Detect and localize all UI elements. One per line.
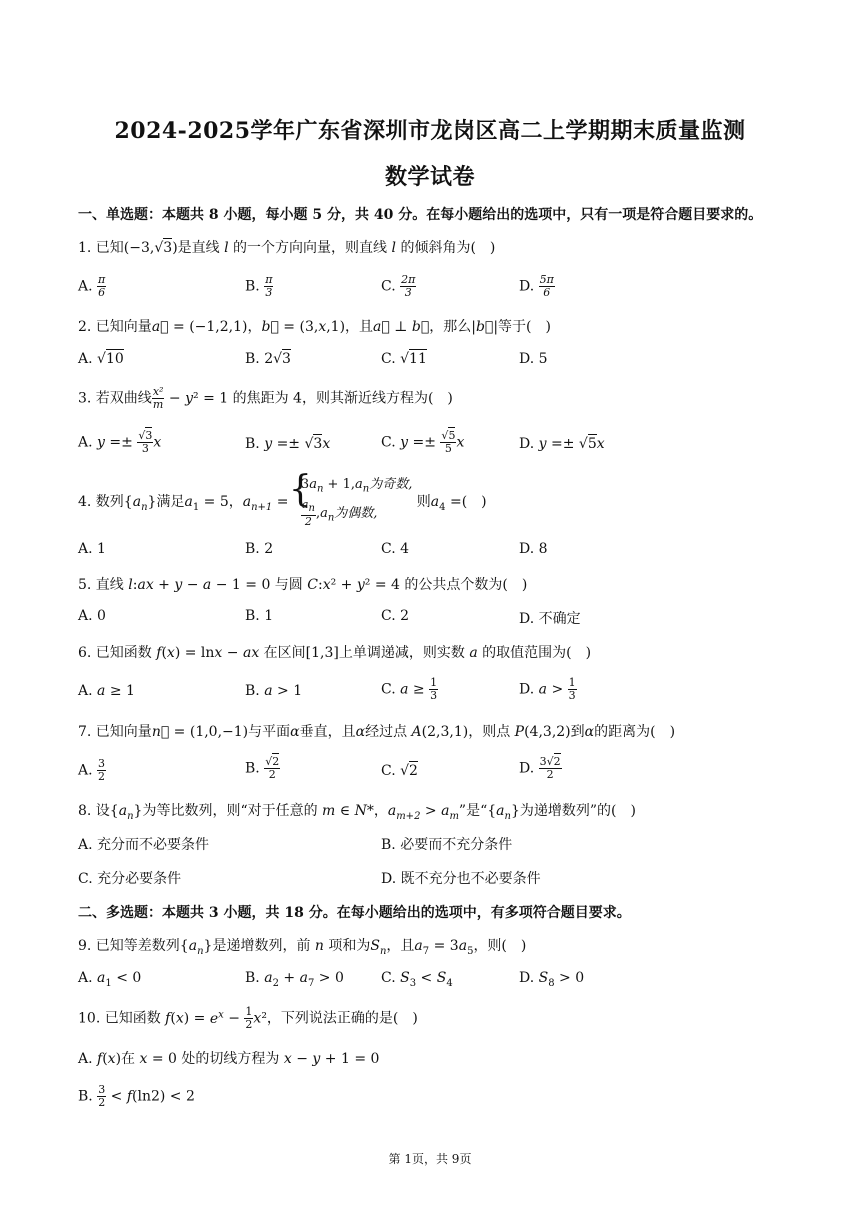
q8-option-a: A. 充分而不必要条件 (78, 837, 210, 853)
q5-option-d: D. 不确定 (519, 611, 581, 627)
q2-option-a: A. √10 (78, 351, 124, 367)
q6-option-a: A. a ≥ 1 (78, 683, 135, 699)
q2-option-d: D. 5 (519, 351, 548, 367)
page-footer: 第 1页，共 9页 (388, 1152, 472, 1166)
q5-option-c: C. 2 (381, 608, 410, 624)
q8-option-b: B. 必要而不充分条件 (381, 837, 513, 853)
question-10: 10. 已知函数 $f(x) = e^x$ − $\frac{1}{2}$ x²，下列说法正确的是( ) (78, 1005, 418, 1031)
q7-option-a: A. $\frac{3}{2}$ (78, 757, 106, 783)
section-single-choice: 一、单选题：本题共 8 小题，每小题 5 分，共 40 分。在每小题给出的选项中，只有一项是符合题目要求的。 (78, 207, 763, 223)
exam-subtitle: 数学试卷 (384, 164, 475, 190)
question-9: 9. 已知等差数列$\{a_n\}$是递增数列，前 n 项和为$S_n$，且$a_7 = 3a_5$，则( ) (78, 938, 527, 957)
q6-option-d: D. a > $\frac{1}{3}$ (519, 676, 576, 702)
q4-option-b: B. 2 (245, 541, 274, 557)
q4-option-a: A. 1 (78, 541, 106, 557)
q2-option-c: C. √11 (381, 351, 427, 367)
q9-option-c: C. $S_3 < S_4$ (381, 970, 453, 989)
question-4: 4. 数列$\{a_n\}$满足$a_1 = 5$，$a_{n+1}$ = { $3a_n + 1,a_n$为奇数, $\frac{a_n}{2}$ $,a_n$为偶数, 则$a_4$ =( ) (78, 476, 487, 528)
q2-option-b: B. 2√3 (245, 351, 291, 367)
q6-option-b: B. a > 1 (245, 683, 303, 699)
question-1: 1. 已知(−3,√3)是直线 l 的一个方向向量，则直线 l 的倾斜角为( ) (78, 240, 496, 256)
q4-option-d: D. 8 (519, 541, 548, 557)
question-8: 8. 设$\{a_n\}$为等比数列，则“对于任意的 m ∈ N*，$a_{m+2} > a_m$”是“$\{a_n\}$为递增数列”的( ) (78, 803, 636, 822)
q3-option-b: B. y =± √3x (245, 436, 331, 452)
q6-option-c: C. a ≥ $\frac{1}{3}$ (381, 676, 438, 702)
q3-option-c: C. y =± $\frac{√5}{5}$ x (381, 429, 465, 455)
q7-option-d: D. $\frac{3√2}{2}$ (519, 755, 561, 781)
exam-title: 2024-2025学年广东省深圳市龙岗区高二上学期期末质量监测 (114, 118, 746, 144)
question-3: 3. 若双曲线 $\frac{\text{x²}}{m}$ − y² = 1 的焦距为 4，则其渐近线方程为( ) (78, 385, 453, 411)
q7-option-b: B. $\frac{√2}{2}$ (245, 755, 280, 781)
q9-option-d: D. $S_8 > 0$ (519, 970, 585, 989)
q3-option-a: A. y =± $\frac{√3}{3}$ x (78, 429, 162, 455)
q9-option-b: B. $a_2 + a_7 > 0$ (245, 970, 344, 989)
q7-option-c: C. √2 (381, 763, 418, 779)
q4-option-c: C. 4 (381, 541, 410, 557)
question-2: 2. 已知向量a⃗ = (−1,2,1)，b⃗ = (3,x,1)，且a⃗ ⊥ b⃗，那么|b⃗|等于( ) (78, 319, 551, 335)
q5-option-a: A. 0 (78, 608, 106, 624)
q1-option-b: B. $\frac{\pi}{3}$ (245, 273, 273, 299)
question-6: 6. 已知函数 f(x) = lnx − ax 在区间[1,3]上单调递减，则实数 a 的取值范围为( ) (78, 645, 592, 661)
q10-option-a: A. f(x)在 x = 0 处的切线方程为 x − y + 1 = 0 (78, 1051, 380, 1067)
question-5: 5. 直线 l:ax + y − a − 1 = 0 与圆 C:x² + y² = 4 的公共点个数为( ) (78, 577, 528, 593)
q4-piecewise: { $3a_n + 1,a_n$为奇数, $\frac{a_n}{2}$ $,a_n$为偶数, (293, 476, 412, 528)
section-multiple-choice: 二、多选题：本题共 3 小题，共 18 分。在每小题给出的选项中，有多项符合题目要求。 (78, 905, 631, 921)
q10-option-b: B. $\frac{3}{2}$ < f(ln2) < 2 (78, 1083, 195, 1109)
q9-option-a: A. $a_1 < 0$ (78, 970, 142, 989)
q1-option-a: A. $\frac{\pi}{6}$ (78, 273, 106, 299)
q1-option-c: C. $\frac{2\pi}{3}$ (381, 273, 416, 299)
q5-option-b: B. 1 (245, 608, 274, 624)
q1-option-d: D. $\frac{5\pi}{6}$ (519, 273, 554, 299)
q3-option-d: D. y =± √5x (519, 436, 605, 452)
q8-option-d: D. 既不充分也不必要条件 (381, 871, 541, 887)
question-7: 7. 已知向量n⃗ = (1,0,−1)与平面α垂直，且α经过点 A(2,3,1)，则点 P(4,3,2)到α的距离为( ) (78, 724, 676, 740)
q8-option-c: C. 充分必要条件 (78, 871, 182, 887)
